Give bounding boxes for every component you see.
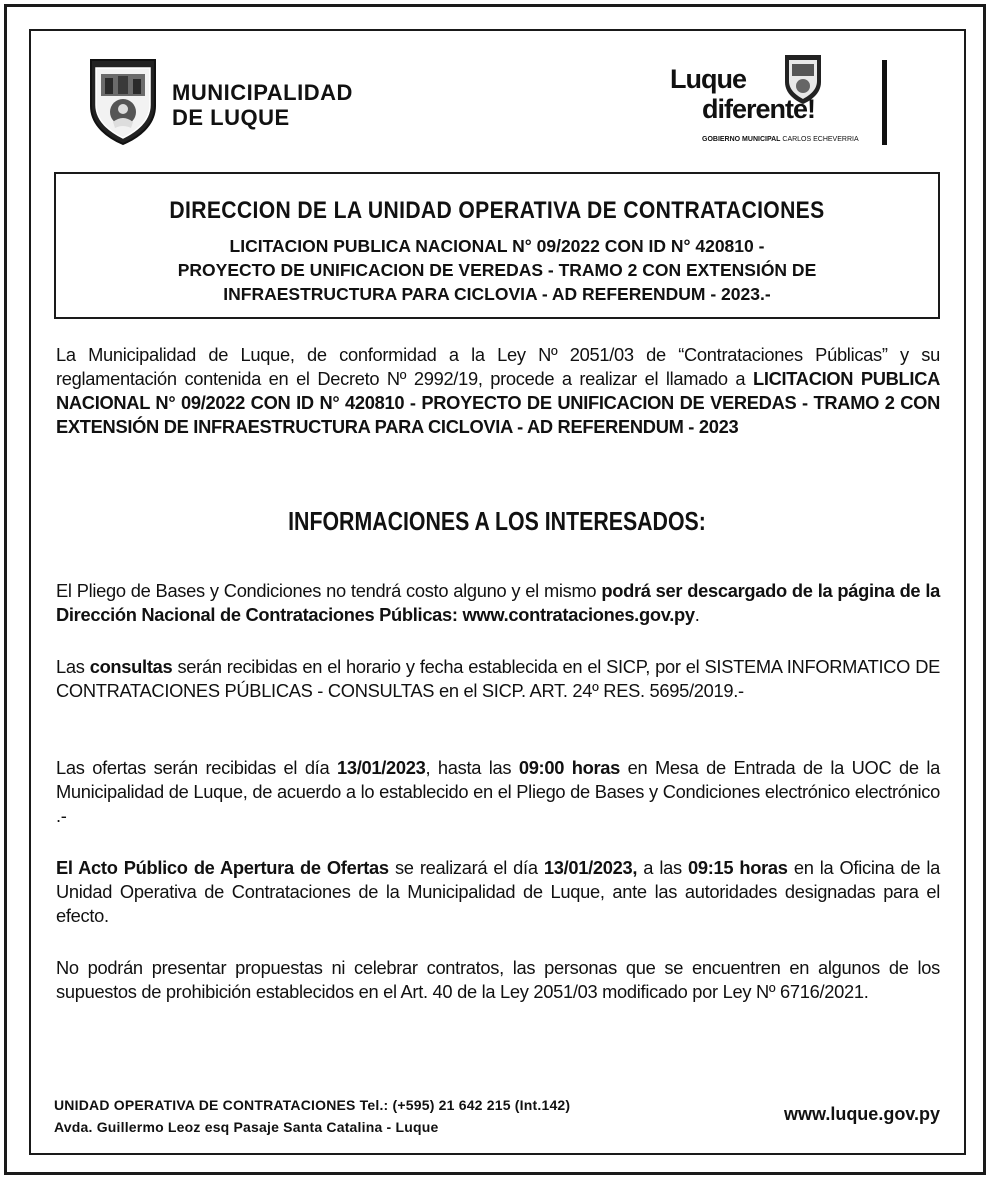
- prohibicion-paragraph: No podrán presentar propuestas ni celebrar contratos, las personas que se encuentren en algunos de los supuestos de prohibición establecidos en el Art. 40 de la Ley 2051/03 modificado por Ley Nº 6716/2021.: [56, 957, 940, 1002]
- apertura-text-3: en la Oficina de la Unidad Operativa de Contrataciones de la Municipalidad de Luque, ante las autoridades designadas para el efecto.: [56, 857, 940, 926]
- intro-paragraph: [56, 343, 940, 439]
- apertura-text-2: a las: [637, 857, 688, 878]
- ofertas-time: 09:00 horas: [518, 757, 620, 778]
- apertura-time: 09:15 horas: [687, 857, 788, 878]
- brand-subtitle: [702, 136, 859, 143]
- intro-tender-name: LICITACION PUBLICA NACIONAL N° 09/2022 CON ID N° 420810 - PROYECTO DE UNIFICACION DE VEREDAS - TRAMO 2 CON EXTENSIÓN DE INFRAESTRUCTURA PARA CICLOVIA - AD REFERENDUM - 2023: [56, 368, 940, 437]
- header: [55, 48, 935, 158]
- brand-line2: diferente!: [702, 94, 816, 124]
- footer-website: www.luque.gov.py: [783, 1104, 940, 1124]
- pliego-text-1: El Pliego de Bases y Condiciones no tendrá costo alguno y el mismo: [56, 580, 602, 601]
- info-heading: INFORMACIONES A LOS INTERESADOS:: [288, 506, 706, 536]
- tender-subtitle: [56, 234, 938, 306]
- tender-subtitle-line3: INFRAESTRUCTURA PARA CICLOVIA - AD REFERENDUM - 2023.-: [223, 284, 771, 304]
- municipality-name-line1: MUNICIPALIDAD: [172, 80, 353, 105]
- intro-text: La Municipalidad de Luque, de conformidad a la Ley Nº 2051/03 de “Contrataciones Públicas” y su reglamentación contenida en el Decreto Nº 2992/19, procede a realizar el llamado a: [56, 344, 940, 389]
- brand-line1: Luque: [670, 64, 746, 94]
- ofertas-date: 13/01/2023: [336, 757, 426, 778]
- apertura-bold: El Acto Público de Apertura de Ofertas: [56, 857, 389, 878]
- page-title: DIRECCION DE LA UNIDAD OPERATIVA DE CONTRATACIONES: [169, 197, 825, 224]
- consultas-text-2: serán recibidas en el horario y fecha establecida en el SICP, por el SISTEMA INFORMATICO DE CONTRATACIONES PÚBLICAS - CONSULTAS en el SICP. ART. 24º RES. 5695/2019.-: [56, 656, 940, 701]
- tender-subtitle-line2: PROYECTO DE UNIFICACION DE VEREDAS - TRAMO 2 CON EXTENSIÓN DE: [177, 260, 817, 280]
- consultas-bold: consultas: [89, 656, 173, 677]
- footer: [54, 1094, 940, 1139]
- ofertas-text-2: , hasta las: [425, 757, 519, 778]
- apertura-date: 13/01/2023,: [543, 857, 638, 878]
- apertura-paragraph: [56, 856, 940, 928]
- pliego-text-2: .: [694, 604, 700, 625]
- apertura-text-1: se realizará el día: [388, 857, 544, 878]
- municipality-name: [172, 80, 353, 130]
- footer-contact: UNIDAD OPERATIVA DE CONTRATACIONES Tel.: (+595) 21 642 215 (Int.142): [54, 1097, 571, 1113]
- municipality-name-line2: DE LUQUE: [172, 105, 290, 130]
- brand-subtitle-bold: GOBIERNO MUNICIPAL: [702, 136, 781, 143]
- pliego-download-link: podrá ser descargado de la página de la Dirección Nacional de Contrataciones Públicas: www.contrataciones.gov.py: [56, 580, 940, 625]
- footer-address: Avda. Guillermo Leoz esq Pasaje Santa Catalina - Luque: [54, 1119, 439, 1135]
- pliego-paragraph: [56, 579, 940, 627]
- tender-subtitle-line1: LICITACION PUBLICA NACIONAL N° 09/2022 CON ID N° 420810 -: [229, 236, 765, 256]
- brand-divider: [882, 60, 887, 145]
- consultas-paragraph: [56, 655, 940, 703]
- ofertas-paragraph: [56, 756, 940, 828]
- municipal-seal-logo: [85, 54, 161, 151]
- luque-diferente-logo: [670, 52, 940, 152]
- brand-subtitle-regular: CARLOS ECHEVERRIA: [780, 136, 859, 143]
- consultas-text-1: Las: [56, 656, 90, 677]
- title-box: [54, 172, 940, 319]
- ofertas-text-3: en Mesa de Entrada de la UOC de la Municipalidad de Luque, de acuerdo a lo establecido en el Pliego de Bases y Condiciones electrónico electrónico .-: [56, 757, 940, 826]
- ofertas-text-1: Las ofertas serán recibidas el día: [56, 757, 337, 778]
